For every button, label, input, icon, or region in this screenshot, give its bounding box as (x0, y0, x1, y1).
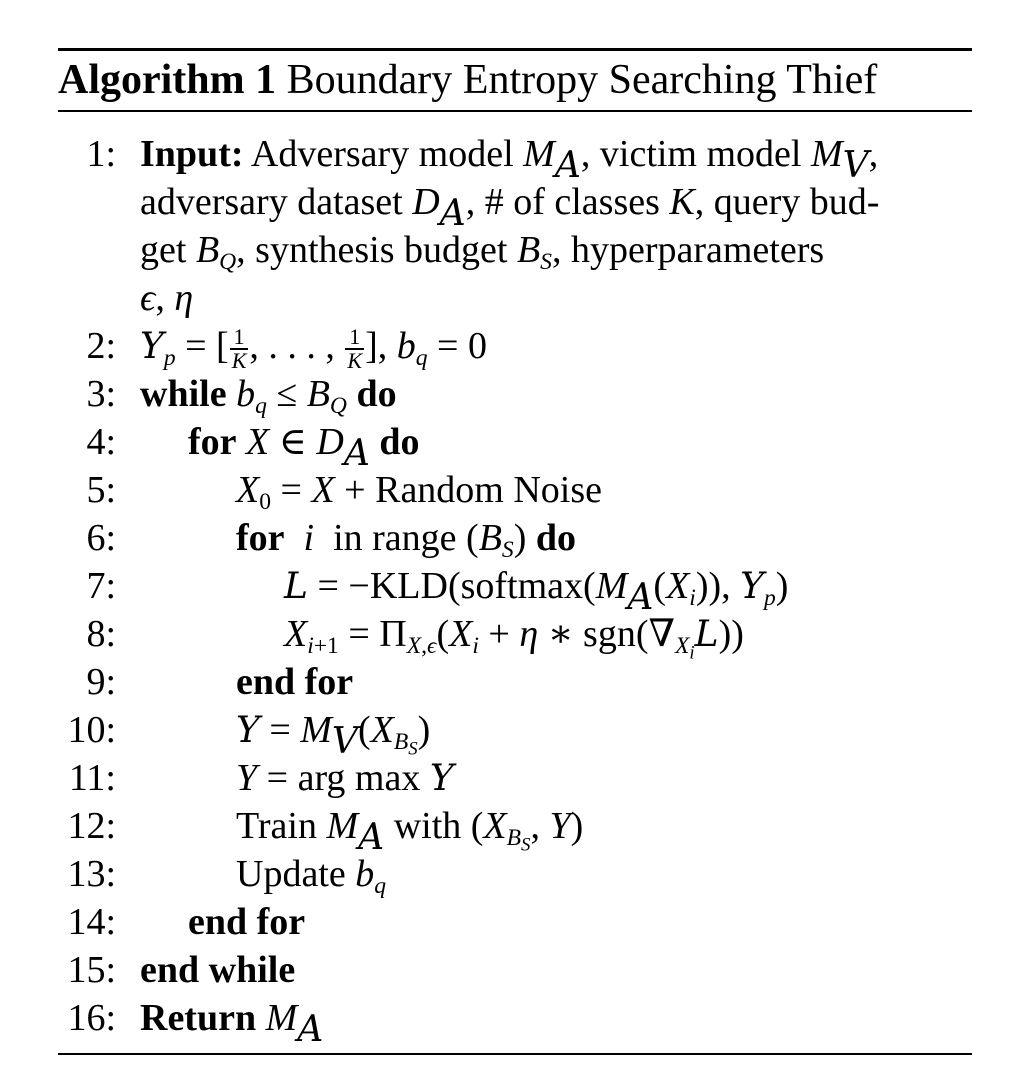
line-number: 16: (67, 997, 116, 1039)
line-number: 3: (86, 373, 116, 415)
bottom-rule (58, 1053, 972, 1055)
argmax-line: Y = arg max Y (236, 757, 454, 799)
query-line: $Y = M_V(X_{B_S})$ (236, 709, 431, 762)
init-line: $Y_p$ = [ $\frac{1}{K}$ , . . . , $\frac{1}{K}$ ], $b_q = 0$ (140, 324, 487, 374)
line-number: 15: (67, 949, 116, 991)
line-number: 8: (86, 613, 116, 655)
line-number: 10: (67, 709, 116, 751)
line-number: 14: (67, 901, 116, 943)
while-line: while $b_q \le B_Q$ do (140, 373, 397, 420)
noise-line: $X_0 = X$ + Random Noise (236, 469, 603, 516)
line-number: 12: (67, 805, 116, 847)
algorithm-label: Algorithm 1 (58, 57, 277, 103)
input-line: Input: Adversary model $M_A$, victim model $M_V$, (140, 133, 879, 186)
input-line-cont: ϵ, η (140, 277, 194, 319)
update-x-line: $X_{i+1} = \Pi_{X,\epsilon}(X_i + \eta$ ∗ $sgn(\nabla_{X_i}L)$) (284, 613, 744, 664)
end-for-line: end for (188, 901, 306, 943)
line-number: 5: (86, 469, 116, 511)
input-line-cont: get $B_Q$, synthesis budget $B_S$, hyperparameters (140, 229, 825, 276)
line-number: 11: (68, 757, 116, 799)
line-number: 9: (86, 661, 116, 703)
line-number: 1: (86, 133, 116, 175)
line-number: 7: (86, 565, 116, 607)
line-number: 13: (67, 853, 116, 895)
train-line: Train $M_A$ with ($X_{B_S}$, Y) (236, 805, 584, 858)
update-budget-line: Update $b_q$ (236, 853, 387, 900)
line-number: 2: (86, 325, 116, 367)
for-line: for X ∈ $D_A$ do (188, 421, 420, 474)
line-number: 6: (86, 517, 116, 559)
end-inner-for-line: end for (236, 661, 354, 703)
algorithm-name: Boundary Entropy Searching Thief (286, 57, 878, 103)
inner-for-line: for i in range $(B_S)$ do (236, 517, 576, 564)
input-line-cont: adversary dataset $D_A$, # of classes K, query bud- (140, 181, 880, 234)
loss-line: $L = -KLD(softmax(M_A(X_i))$, $Y_p$) (284, 565, 789, 618)
top-rule (58, 48, 972, 51)
algorithm-title (58, 55, 877, 105)
line-number: 4: (86, 421, 116, 463)
header-rule (58, 110, 972, 112)
end-while-line: end while (140, 949, 296, 991)
return-line: Return $M_A$ (140, 997, 324, 1050)
